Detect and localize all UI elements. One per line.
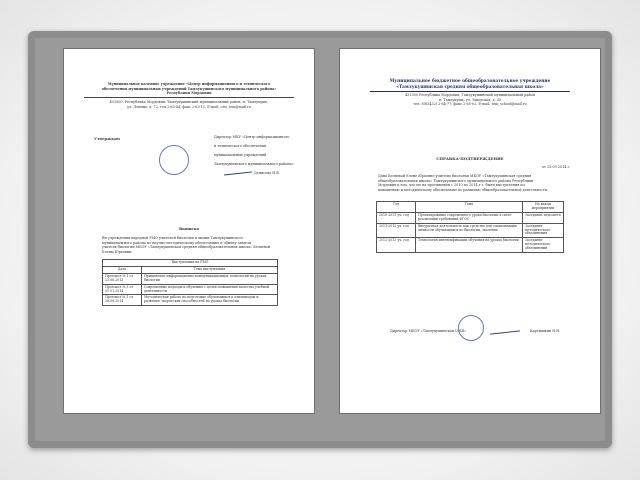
- table-row: [103, 295, 278, 306]
- left-org-header-1: Муниципальное казенное учреждение «Центр информационного и технического: [107, 82, 271, 86]
- table-row: [377, 223, 564, 238]
- left-doc-title: Выписка: [178, 226, 200, 231]
- right-signer-name: Картышкин Н.Н.: [530, 329, 561, 333]
- table-cell: Протокол № 3 от 31.01.2014: [103, 284, 142, 295]
- table-cell: 2011-2012 уч. год: [377, 223, 416, 238]
- table-caption: Выступления на РМО: [103, 260, 278, 267]
- right-body-4: повышению и методическому обеспечению по развитию общеобразовательной деятельности.: [378, 187, 549, 192]
- table-row: [377, 238, 564, 253]
- slide-frame: [28, 31, 612, 448]
- table-header-year: Год: [377, 202, 416, 213]
- left-body-2: муниципального района по научно-методическому обеспечению и обмену опытом: [102, 240, 252, 245]
- table-cell: Проектирование современного урока биологии в свете реализации требований ФГОС: [416, 212, 523, 223]
- left-approve-line-2: и технического обеспечения: [214, 144, 267, 148]
- right-address-1: 431500 Республика Мордовия, Тамлукушинский муниципальный район: [405, 93, 535, 97]
- left-approve-line-1: Директор МКУ «Центр информационного: [214, 135, 290, 139]
- left-body-4: Елены Юрьевны: [102, 249, 132, 254]
- table-cell: 2012-2013 уч. год: [377, 238, 416, 253]
- right-events-table: [376, 201, 564, 253]
- right-body-3: Мордовия в том, что ею на протяжении с 2010 по 2014 г.г. были выступления по: [378, 183, 525, 187]
- left-approve-line-3: муниципальных учреждений: [214, 153, 267, 157]
- right-header-rule: [370, 91, 570, 92]
- left-body-1: Вн учреждения народной РМО учителей биологии и химии Тамлукушинского: [102, 236, 244, 240]
- right-signature-line: Директор МБОУ «Тамлукушинская СОШ»: [390, 329, 467, 333]
- right-date: от 25.09.2014 г.: [542, 165, 571, 169]
- left-approve-label: Утверждаю: [94, 136, 120, 141]
- right-doc-title: СПРАВКА-ПОДТВЕРЖДЕНИЕ: [436, 156, 504, 161]
- right-address-3: тел. 8(83432) 2-64-77, факс 2-65-02, E-mail: tem_school@mail.ru: [413, 102, 527, 106]
- left-speeches-table: [102, 259, 278, 306]
- right-org-header-1: Муниципальное бюджетное общеобразовательное учреждение: [389, 79, 551, 84]
- right-body-1: Дана Беляевой Елене Юрьевне учителю биологии МБОУ «Тамлукушинская средняя: [378, 174, 532, 178]
- right-org-header-2: «Тамлукушинская средняя общеобразовательная школа»: [396, 84, 544, 90]
- table-row: [103, 284, 278, 295]
- left-org-header-3: Республики Мордовия: [166, 91, 212, 95]
- left-address-2: ул. Ленина, д. 72, тел.2-65-44, факс 2-63-11, E-mail: cito_tem@mail.ru: [127, 104, 251, 109]
- table-cell: Применение информационно-коммуникационных технологий на уроках биологии: [142, 273, 278, 284]
- left-header-rule: [84, 97, 294, 98]
- table-cell: Протокол № 1 от 23.08.2013: [103, 273, 142, 284]
- table-cell: Методическая работа по подготовке обучающихся к олимпиадам и развитию творческих способностей на уроках биологии: [142, 295, 278, 306]
- table-cell: 2010-2011 уч. год: [377, 212, 416, 223]
- table-header-topic: Тема: [416, 202, 523, 213]
- table-header-event: На каком мероприятии: [523, 202, 564, 213]
- left-org-header-2: обеспечения муниципальных учреждений Тамлукушинского муниципального района»: [101, 86, 277, 91]
- left-approve-line-4: Тамлукушинского муниципального района»: [214, 162, 294, 166]
- document-extract-page: [64, 49, 314, 413]
- table-cell: Заседание педсовета: [523, 212, 564, 223]
- left-address-1: 431500, Республика Мордовия, Тамлукушинский муниципальный район, п. Тамлукушь,: [109, 100, 269, 104]
- table-header-date: Дата: [103, 266, 142, 273]
- table-row: [103, 266, 278, 273]
- table-row: [103, 260, 278, 267]
- table-cell: Заседание методического объединения: [523, 238, 564, 253]
- right-address-2: п. Тамлукушь, ул. Заводская, д. 35: [438, 97, 502, 102]
- table-row: [103, 273, 278, 284]
- right-stamp-seal: [458, 315, 484, 341]
- right-body-2: общеобразовательная школа» Тамлукушинского муниципального района Республики: [378, 178, 534, 183]
- table-cell: Технология интенсификации обучения на уроках биологии: [416, 238, 523, 253]
- table-cell: Современные подходы к обучению с целью повышения качества учебной деятельности: [142, 284, 278, 295]
- left-body-3: учителя биологии МБОУ «Тамлукушинская средняя общеобразовательная школа» Беляевой: [102, 245, 271, 249]
- left-approve-signer: Денисова Н.В.: [254, 171, 280, 175]
- slide-frame-inner: [35, 38, 605, 441]
- right-signature-mark: [490, 330, 520, 334]
- document-certificate-page: [340, 49, 600, 413]
- left-stamp-seal: [159, 145, 189, 175]
- left-signature-mark: [224, 172, 252, 176]
- table-cell: Заседание методического объединения: [523, 223, 564, 238]
- table-row: [377, 212, 564, 223]
- table-row: [377, 202, 564, 213]
- table-header-topic: Тема выступления: [142, 266, 278, 273]
- table-cell: Протокол № 1 от 28.08.2014: [103, 295, 142, 306]
- table-cell: Внеурочная деятельность как средство для социализации личности обучающихся по биологии, экологии: [416, 223, 523, 238]
